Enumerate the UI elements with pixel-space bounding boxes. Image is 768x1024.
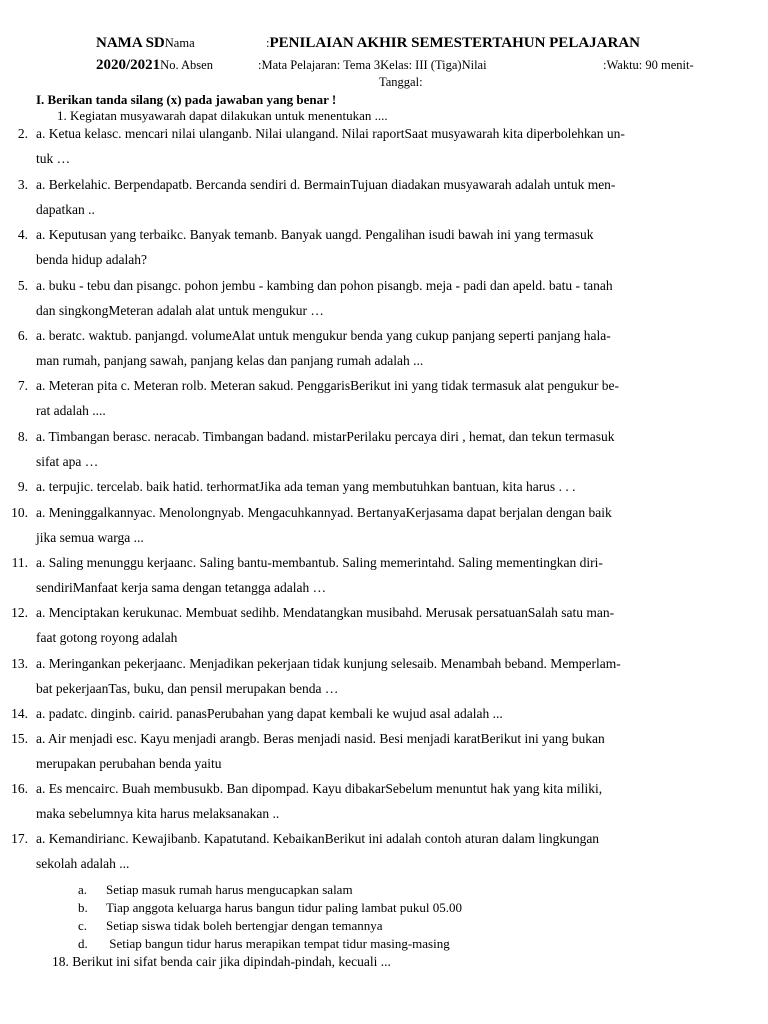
question-text-line-2: dan singkongMeteran adalah alat untuk mengukur … xyxy=(36,303,324,318)
question-number: 11. xyxy=(11,555,28,570)
title-colon: : xyxy=(266,36,270,50)
date-label: Tanggal: xyxy=(379,75,423,89)
question-18: 18. Berikut ini sifat benda cair jika dipindah-pindah, kecuali ... xyxy=(52,954,391,969)
question-number: 12. xyxy=(11,605,28,620)
question-item xyxy=(0,605,768,653)
question-text-line-2: dapatkan .. xyxy=(36,202,95,217)
question-number: 10. xyxy=(11,505,28,520)
option-item xyxy=(78,900,462,916)
question-number: 13. xyxy=(11,656,28,671)
question-item xyxy=(0,831,768,879)
question-text-line-2: jika semua warga ... xyxy=(36,530,144,545)
question-text-line-1: a. Meninggalkannyac. Menolongnyab. Mengacuhkannyad. BertanyaKerjasama dapat berjalan dengan baik xyxy=(36,505,612,520)
option-text: Tiap anggota keluarga harus bangun tidur paling lambat pukul 05.00 xyxy=(106,900,462,915)
question-number: 16. xyxy=(11,781,28,796)
question-text-line-1: a. Keputusan yang terbaikc. Banyak temanb. Banyak uangd. Pengalihan isudi bawah ini yang termasuk xyxy=(36,227,594,242)
question-number: 6. xyxy=(17,328,28,343)
header-line-1 xyxy=(96,34,195,52)
question-item xyxy=(0,177,768,225)
school-name-label: NAMA SD xyxy=(96,35,165,51)
section-instruction: I. Berikan tanda silang (x) pada jawaban yang benar ! xyxy=(36,92,337,107)
question-number: 2. xyxy=(17,126,28,141)
question-item xyxy=(0,278,768,326)
question-number: 15. xyxy=(11,731,28,746)
option-item xyxy=(78,936,450,952)
question-text-line-1: a. beratc. waktub. panjangd. volumeAlat untuk mengukur benda yang cukup panjang seperti panjang hala- xyxy=(36,328,611,343)
question-text-line-1: a. Menciptakan kerukunac. Membuat sedihb. Mendatangkan musibahd. Merusak persatuanSalah satu man- xyxy=(36,605,615,620)
question-number: 5. xyxy=(17,278,28,293)
question-text-line-1: a. Timbangan berasc. neracab. Timbangan badand. mistarPerilaku percaya diri , hemat, dan tekun termasuk xyxy=(36,429,615,444)
option-item xyxy=(78,918,383,934)
question-text-line-1: a. buku - tebu dan pisangc. pohon jembu - kambing dan pohon pisangb. meja - padi dan apeld. batu - tanah xyxy=(36,278,613,293)
option-letter: a. xyxy=(78,882,88,897)
school-year: 2020/2021 xyxy=(96,57,161,73)
question-text-line-1: a. Air menjadi esc. Kayu menjadi arangb. Beras menjadi nasid. Besi menjadi karatBerikut ini yang bukan xyxy=(36,731,605,746)
question-item xyxy=(0,781,768,829)
question-1: 1. Kegiatan musyawarah dapat dilakukan untuk menentukan .... xyxy=(57,108,388,123)
option-text: Setiap siswa tidak boleh bertengjar dengan temannya xyxy=(106,918,383,933)
question-text-line-1: a. padatc. dinginb. cairid. panasPerubahan yang dapat kembali ke wujud asal adalah ... xyxy=(36,706,503,721)
question-text-line-2: man rumah, panjang sawah, panjang kelas dan panjang rumah adalah ... xyxy=(36,353,424,368)
question-text-line-2: sifat apa … xyxy=(36,454,99,469)
question-text-line-2: faat gotong royong adalah xyxy=(36,630,178,645)
question-item xyxy=(0,731,768,779)
question-text-line-2: maka sebelumnya kita harus melaksanakan .. xyxy=(36,806,280,821)
question-text-line-1: a. Berkelahic. Berpendapatb. Bercanda sendiri d. BermainTujuan diadakan musyawarah adalah untuk men- xyxy=(36,177,616,192)
option-text: Setiap bangun tidur harus merapikan tempat tidur masing-masing xyxy=(106,936,450,951)
absen-label: No. Absen xyxy=(160,58,213,72)
question-text-line-1: a. Es mencairc. Buah membusukb. Ban dipompad. Kayu dibakarSebelum menuntut hak yang kita miliki, xyxy=(36,781,603,796)
exam-title-text: PENILAIAN AKHIR SEMESTERTAHUN PELAJARAN xyxy=(269,35,640,51)
name-label: Nama xyxy=(164,36,195,50)
question-text-line-1: a. terpujic. tercelab. baik hatid. terhormatJika ada teman yang membutuhkan bantuan, kita harus . . . xyxy=(36,479,576,494)
question-number: 8. xyxy=(17,429,28,444)
question-item xyxy=(0,328,768,376)
option-letter: d. xyxy=(78,936,88,951)
question-number: 7. xyxy=(17,378,28,393)
question-item xyxy=(0,505,768,553)
question-text-line-2: sekolah adalah ... xyxy=(36,856,130,871)
question-item xyxy=(0,378,768,426)
question-text-line-1: a. Meteran pita c. Meteran rolb. Meteran sakud. PenggarisBerikut ini yang tidak termasuk alat pengukur be- xyxy=(36,378,619,393)
header-line-2 xyxy=(96,56,213,74)
question-text-line-2: benda hidup adalah? xyxy=(36,252,147,267)
question-text-line-2: sendiriManfaat kerja sama dengan tetangga adalah … xyxy=(36,580,327,595)
option-letter: b. xyxy=(78,900,88,915)
question-text-line-2: tuk … xyxy=(36,151,71,166)
question-text-line-2: bat pekerjaanTas, buku, dan pensil merupakan benda … xyxy=(36,681,339,696)
question-item xyxy=(0,429,768,477)
question-number: 3. xyxy=(17,177,28,192)
option-item xyxy=(78,882,353,898)
question-number: 4. xyxy=(17,227,28,242)
question-item xyxy=(0,555,768,603)
question-text-line-2: rat adalah .... xyxy=(36,403,106,418)
question-text-line-1: a. Meringankan pekerjaanc. Menjadikan pekerjaan tidak kunjung selesaib. Menambah beband. Memperlam- xyxy=(36,656,621,671)
question-item xyxy=(0,656,768,704)
question-text-line-2: merupakan perubahan benda yaitu xyxy=(36,756,222,771)
question-item xyxy=(0,126,768,174)
subject-info: :Mata Pelajaran: Tema 3Kelas: III (Tiga)Nilai xyxy=(258,58,487,72)
option-letter: c. xyxy=(78,918,88,933)
exam-title xyxy=(266,34,640,52)
question-text-line-1: a. Ketua kelasc. mencari nilai ulanganb. Nilai ulangand. Nilai raportSaat musyawarah kita diperbolehkan un- xyxy=(36,126,625,141)
question-text-line-1: a. Saling menunggu kerjaanc. Saling bantu-membantub. Saling memerintahd. Saling mementingkan diri- xyxy=(36,555,603,570)
question-number: 9. xyxy=(17,479,28,494)
question-item xyxy=(0,227,768,275)
time-info: :Waktu: 90 menit- xyxy=(603,58,694,72)
question-text-line-1: a. Kemandirianc. Kewajibanb. Kapatutand. KebaikanBerikut ini adalah contoh aturan dalam lingkungan xyxy=(36,831,600,846)
question-number: 17. xyxy=(11,831,28,846)
question-number: 14. xyxy=(11,706,28,721)
option-text: Setiap masuk rumah harus mengucapkan salam xyxy=(106,882,353,897)
